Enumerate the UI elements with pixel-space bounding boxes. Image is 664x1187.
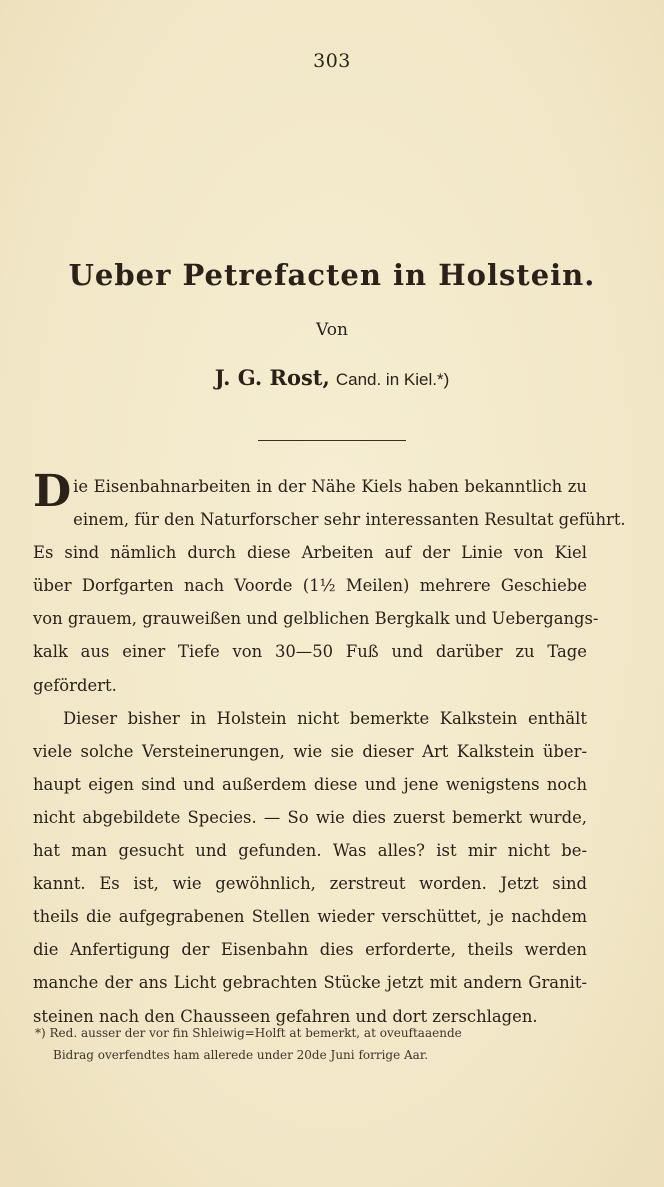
text-line: gefördert. <box>33 675 117 695</box>
footnote-line: *) Red. ausser der vor fin Shleiwig=Holft at bemerkt, at oveuftaaende <box>35 1026 462 1040</box>
text-line: hat man gesucht und gefunden. Was alles? ist mir nicht be- <box>33 841 587 861</box>
author-affiliation: Cand. in Kiel.*) <box>335 370 450 389</box>
text-line: einem, für den Naturforscher sehr interessanten Resultat geführt. <box>73 510 626 530</box>
text-line: haupt eigen sind und außerdem diese und jene wenigstens noch <box>33 774 587 794</box>
footnote-line: Bidrag overfendtes ham allerede under 20de Juni forrige Aar. <box>53 1048 429 1062</box>
text-line: von grauem, grauweißen und gelblichen Bergkalk und Uebergangs- <box>33 609 599 629</box>
author-name: J. G. Rost, <box>214 365 330 390</box>
text-line: kannt. Es ist, wie gewöhnlich, zerstreut worden. Jetzt sind <box>33 874 587 894</box>
footnote <box>33 1022 587 1066</box>
byline-von: Von <box>316 320 348 340</box>
body-text <box>33 466 626 1033</box>
text-line <box>33 466 587 517</box>
author-line <box>0 365 664 390</box>
text-line: die Anfertigung der Eisenbahn dies erforderte, theils werden <box>33 940 587 960</box>
article-title: Ueber Petrefacten in Holstein. <box>68 258 596 292</box>
section-divider <box>258 440 406 441</box>
text-line-content: ie Eisenbahnarbeiten in der Nähe Kiels haben bekanntlich zu <box>73 477 587 496</box>
text-line: manche der ans Licht gebrachten Stücke jetzt mit andern Granit- <box>33 973 587 993</box>
page-number: 303 <box>313 50 351 72</box>
drop-cap: D <box>33 466 72 517</box>
text-line: über Dorfgarten nach Voorde (1½ Meilen) mehrere Geschiebe <box>33 576 587 596</box>
text-line: nicht abgebildete Species. — So wie dies zuerst bemerkt wurde, <box>33 807 587 827</box>
text-line: kalk aus einer Tiefe von 30—50 Fuß und darüber zu Tage <box>33 642 587 662</box>
text-line: Dieser bisher in Holstein nicht bemerkte Kalkstein enthält <box>63 708 587 728</box>
text-line: Es sind nämlich durch diese Arbeiten auf der Linie von Kiel <box>33 543 587 563</box>
text-line: theils die aufgegrabenen Stellen wieder verschüttet, je nachdem <box>33 907 587 927</box>
text-line: viele solche Versteinerungen, wie sie dieser Art Kalkstein über- <box>33 741 587 761</box>
text-line: steinen nach den Chausseen gefahren und dort zerschlagen. <box>33 1006 538 1026</box>
